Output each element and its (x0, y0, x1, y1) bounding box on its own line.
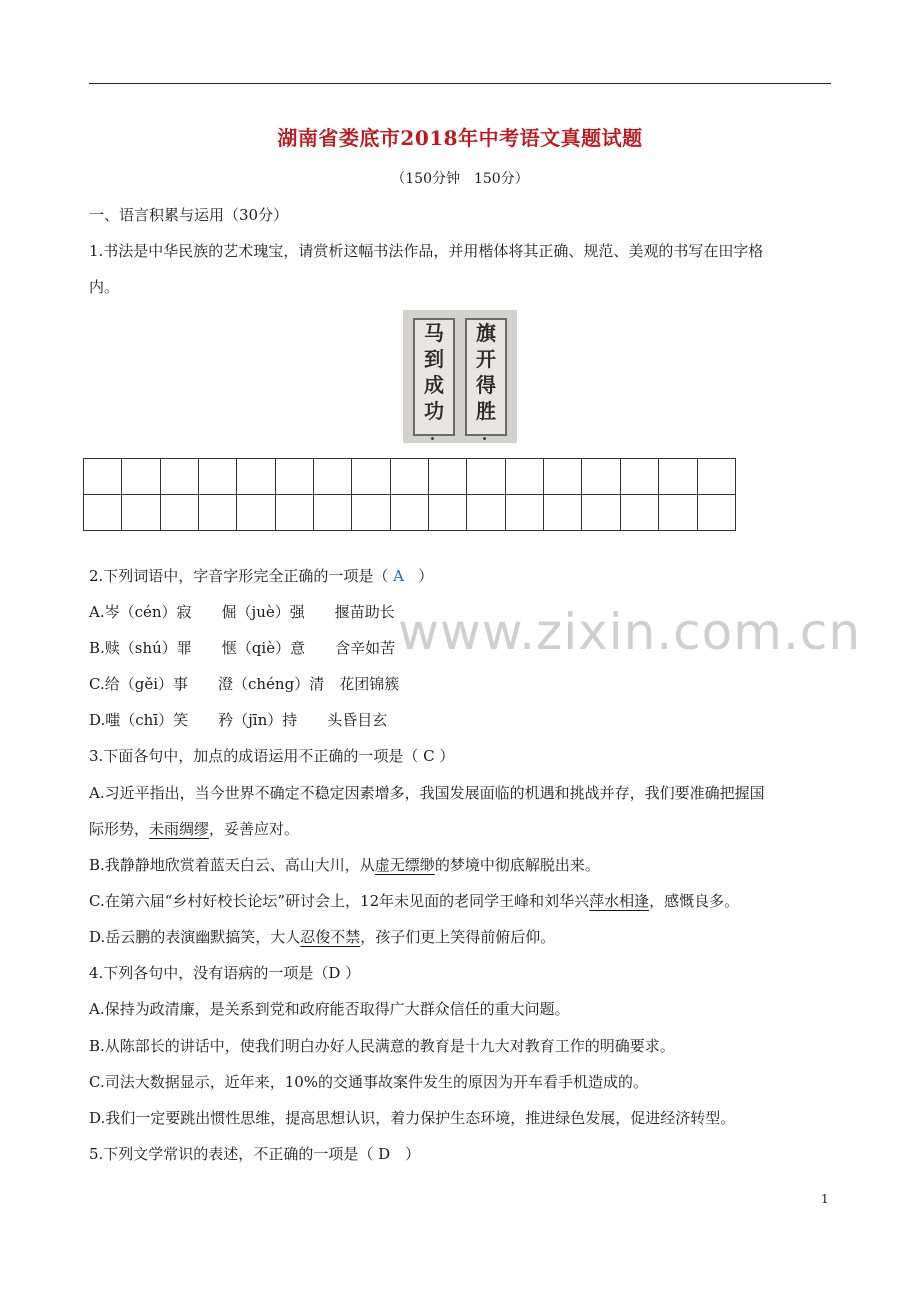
calligraphy-char: 马 (424, 321, 444, 345)
q3-b-text: B.我静静地欣赏着蓝天白云、高山大川，从 (89, 856, 375, 874)
grid-cell[interactable] (237, 495, 275, 531)
q4-stem: 4.下列各句中，没有语病的一项是（D ） (89, 964, 361, 982)
calligraphy-column-left (413, 318, 455, 436)
q1-text-line2: 内。 (89, 278, 120, 296)
q2-answer-letter: A (393, 567, 404, 585)
q3-d-text: ，孩子们更上笑得前俯后仰。 (360, 928, 556, 946)
grid-cell[interactable] (429, 495, 467, 531)
section-heading: 一、语言积累与运用（30分） (89, 206, 289, 224)
grid-cell[interactable] (275, 495, 313, 531)
grid-cell[interactable] (467, 459, 505, 495)
grid-cell[interactable] (237, 459, 275, 495)
grid-cell[interactable] (505, 495, 543, 531)
grid-cell[interactable] (160, 459, 198, 495)
grid-cell[interactable] (659, 495, 697, 531)
q2-stem (89, 566, 433, 586)
tianzige-writing-grid[interactable] (83, 458, 736, 531)
grid-cell[interactable] (390, 495, 428, 531)
q3-c-idiom: 萍水相逢 (589, 892, 650, 910)
q3-b-idiom: 虚无缥缈 (374, 856, 435, 874)
grid-cell[interactable] (160, 495, 198, 531)
calligraphy-char: 功 (424, 399, 444, 423)
grid-cell[interactable] (84, 495, 122, 531)
grid-cell[interactable] (659, 459, 697, 495)
q3-option-d (89, 927, 555, 947)
grid-cell[interactable] (544, 459, 582, 495)
calligraphy-char: 开 (476, 347, 496, 371)
header-rule (89, 83, 831, 84)
grid-cell[interactable] (122, 495, 160, 531)
grid-cell[interactable] (429, 459, 467, 495)
grid-cell[interactable] (620, 459, 658, 495)
q2-option-d: D.嗤（chī）笑 矜（jīn）持 头昏目玄 (89, 711, 388, 729)
calligraphy-char: 旗 (476, 321, 496, 345)
seal-dot (431, 437, 434, 440)
q3-option-a-line2 (89, 819, 299, 839)
grid-cell[interactable] (467, 495, 505, 531)
q3-d-text: D.岳云鹏的表演幽默搞笑，大人 (89, 928, 301, 946)
q4-option-a: A.保持为政清廉，是关系到党和政府能否取得广大群众信任的重大问题。 (89, 1000, 570, 1018)
q4-option-b: B.从陈部长的讲话中，使我们明白办好人民满意的教育是十九大对教育工作的明确要求。 (89, 1037, 675, 1055)
grid-cell[interactable] (582, 459, 620, 495)
q3-a-idiom: 未雨绸缪 (149, 820, 210, 838)
grid-row (84, 495, 736, 531)
q3-stem: 3.下面各句中，加点的成语运用不正确的一项是（ C ） (89, 747, 455, 765)
q5-stem: 5.下列文学常识的表述，不正确的一项是（ D ） (89, 1145, 421, 1163)
grid-cell[interactable] (199, 459, 237, 495)
grid-cell[interactable] (505, 459, 543, 495)
q4-option-d: D.我们一定要跳出惯性思维，提高思想认识，着力保护生态环境，推进绿色发展，促进经济转型。 (89, 1109, 736, 1127)
calligraphy-char: 得 (476, 373, 496, 397)
q2-option-a: A.岑（cén）寂 倔（juè）强 揠苗助长 (89, 603, 395, 621)
q4-option-c: C.司法大数据显示，近年来，10%的交通事故案件发生的原因为开车看手机造成的。 (89, 1073, 649, 1091)
grid-cell[interactable] (582, 495, 620, 531)
grid-cell[interactable] (390, 459, 428, 495)
q3-option-b (89, 855, 600, 875)
watermark: www.zixin.com.cn (398, 603, 862, 661)
grid-cell[interactable] (544, 495, 582, 531)
calligraphy-image (403, 310, 517, 443)
grid-row (84, 459, 736, 495)
grid-cell[interactable] (122, 459, 160, 495)
q2-stem-text: 2.下列词语中，字音字形完全正确的一项是（ (89, 567, 389, 585)
q2-stem-close: ） (418, 567, 434, 585)
calligraphy-char: 到 (424, 347, 444, 371)
grid-cell[interactable] (352, 459, 390, 495)
grid-cell[interactable] (314, 495, 352, 531)
page-title: 湖南省娄底市2018年中考语文真题试题 (277, 126, 643, 150)
calligraphy-column-right (465, 318, 507, 436)
grid-cell[interactable] (620, 495, 658, 531)
exam-duration-score: （150分钟 150分） (391, 171, 529, 187)
grid-cell[interactable] (199, 495, 237, 531)
q1-text-line1: 1.书法是中华民族的艺术瑰宝，请赏析这幅书法作品，并用楷体将其正确、规范、美观的书写在田字格 (89, 242, 764, 260)
grid-cell[interactable] (314, 459, 352, 495)
calligraphy-char: 成 (424, 373, 444, 397)
q2-option-b: B.赎（shú）罪 惬（qiè）意 含辛如苦 (89, 639, 396, 657)
q3-a-text: ，妥善应对。 (209, 820, 300, 838)
grid-cell[interactable] (697, 495, 736, 531)
page-number: 1 (821, 1192, 829, 1206)
seal-dot (483, 437, 486, 440)
q3-d-idiom: 忍俊不禁 (300, 928, 361, 946)
q3-b-text: 的梦境中彻底解脱出来。 (434, 856, 600, 874)
calligraphy-char: 胜 (476, 399, 496, 423)
q3-c-text: C.在第六届“乡村好校长论坛”研讨会上，12年未见面的老同学王峰和刘华兴 (89, 892, 590, 910)
q3-c-text: ，感慨良多。 (649, 892, 740, 910)
q3-option-c (89, 891, 739, 911)
grid-cell[interactable] (84, 459, 122, 495)
grid-cell[interactable] (275, 459, 313, 495)
q3-option-a-line1: A.习近平指出，当今世界不确定不稳定因素增多，我国发展面临的机遇和挑战并存，我们要准确把握国 (89, 784, 765, 802)
q2-option-c: C.给（gěi）事 澄（chéng）清 花团锦簇 (89, 675, 400, 693)
q2-answer (388, 567, 418, 585)
grid-cell[interactable] (697, 459, 736, 495)
grid-cell[interactable] (352, 495, 390, 531)
q3-a-text: 际形势， (89, 820, 150, 838)
